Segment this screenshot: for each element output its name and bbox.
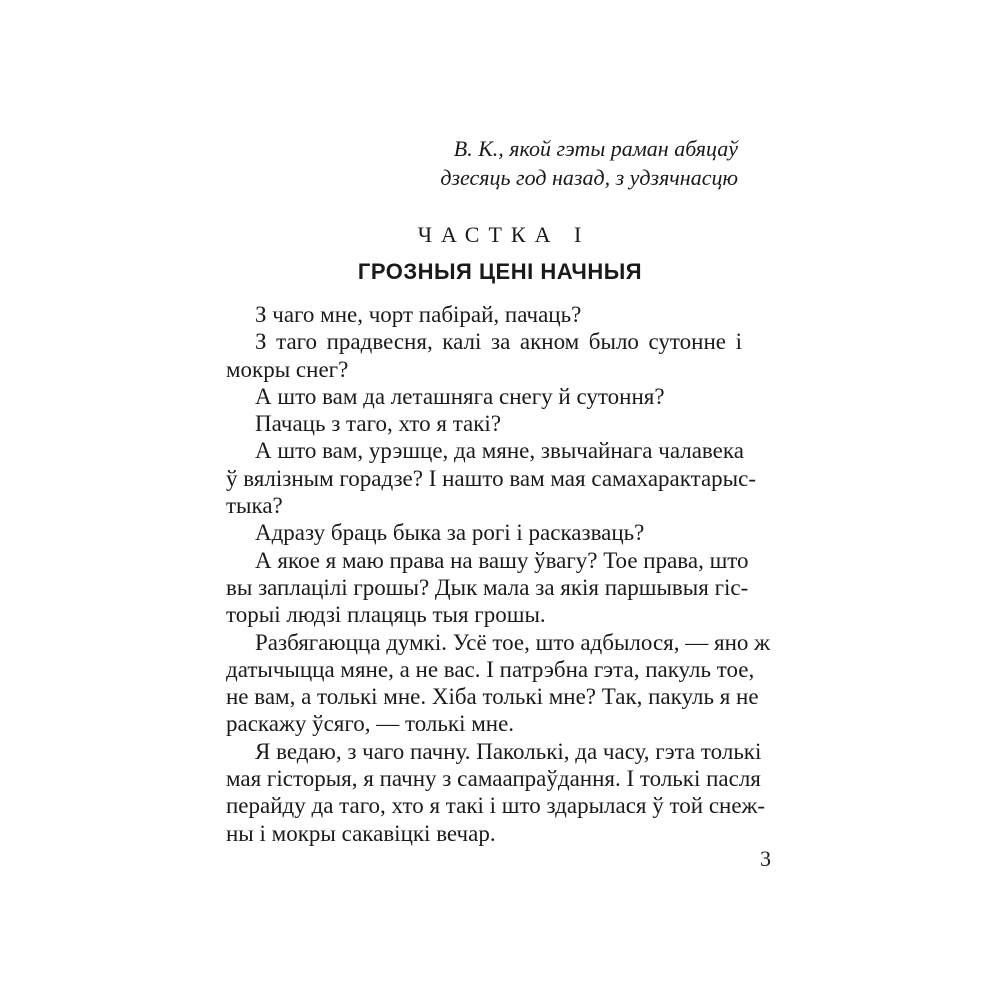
epigraph — [440, 134, 738, 192]
text-line: не вам, а толькі мне. Хіба толькі мне? Так, пакуль я не — [226, 684, 759, 710]
page-number: 3 — [760, 846, 771, 871]
text-line: А якое я маю права на вашу ўвагу? Тое права, што — [255, 547, 749, 573]
text-line: З чаго мне, чорт пабірай, пачаць? — [255, 302, 582, 327]
text-line: датычыцца мяне, а не вас. І патрэбна гэта, пакуль тое, — [226, 656, 755, 682]
body-text — [226, 301, 771, 847]
text-line: мая гісторыя, я пачну з самаапраўдання. І толькі пасля — [226, 766, 761, 792]
text-line: А што вам да леташняга снегу й сутоння? — [255, 383, 665, 409]
text-line: Разбягаюцца думкі. Усё тое, што адбылося, — яно ж — [255, 629, 771, 655]
chapter-title: ГРОЗНЫЯ ЦЕНІ НАЧНЫЯ — [357, 259, 643, 284]
text-line: З таго прадвесня, калі за акном было сутонне і — [255, 329, 742, 355]
text-line: вы заплацілі грошы? Дык мала за якія паршывыя гіс- — [226, 574, 749, 600]
text-line: мокры снег? — [226, 356, 349, 382]
text-line: торыі людзі плацяць тыя грошы. — [226, 602, 546, 628]
epigraph-line: дзесяць год назад, з удзячнасцю — [440, 165, 738, 190]
text-line: ў вялізным горадзе? І нашто вам мая самахарактарыс- — [226, 465, 756, 491]
text-line: тыка? — [226, 493, 283, 519]
text-line: перайду да таго, хто я такі і што здарылася ў той снеж- — [226, 793, 766, 819]
epigraph-line: В. К., якой гэты раман абяцаў — [453, 136, 738, 161]
text-line: А што вам, урэшце, да мяне, звычайнага чалавека — [255, 438, 744, 464]
text-line: раскажу ўсяго, — толькі мне. — [226, 711, 515, 737]
text-line: Я ведаю, з чаго пачну. Паколькі, да часу, гэта толькі — [255, 738, 762, 764]
text-line: ны і мокры сакавіцкі вечар. — [226, 820, 496, 846]
text-line: Адразу браць быка за рогі і расказваць? — [255, 520, 645, 546]
part-label: ЧАСТКА I — [417, 222, 591, 247]
text-line: Пачаць з таго, хто я такі? — [255, 411, 502, 437]
